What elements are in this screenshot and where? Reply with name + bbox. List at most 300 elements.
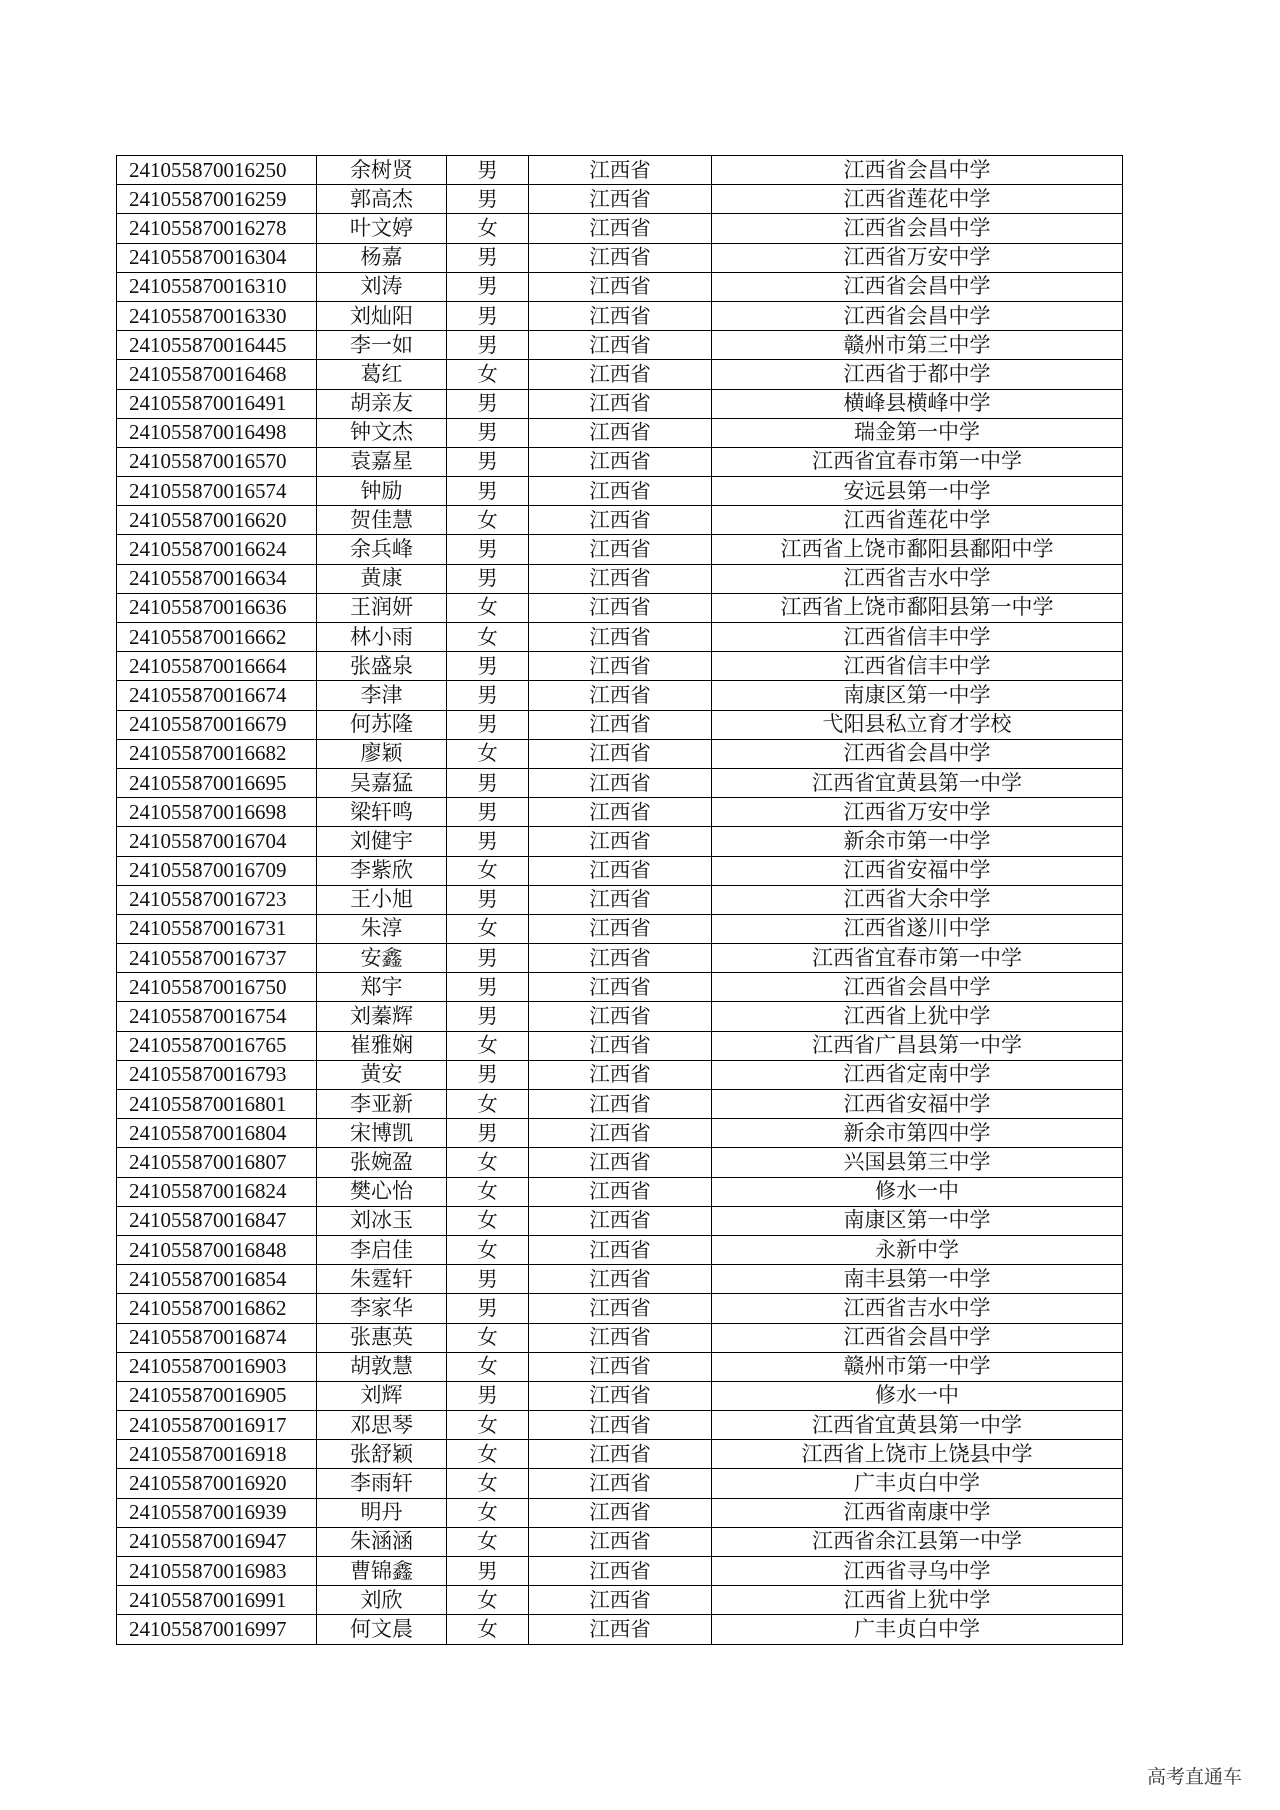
table-row xyxy=(117,1527,1123,1556)
gender-cell: 男 xyxy=(447,798,529,827)
school-cell: 江西省会昌中学 xyxy=(712,156,1123,185)
school-cell: 南丰县第一中学 xyxy=(712,1265,1123,1294)
student-name-cell: 胡亲友 xyxy=(317,389,447,418)
table-row xyxy=(117,944,1123,973)
exam-number-cell: 241055870016664 xyxy=(117,652,317,681)
gender-cell: 男 xyxy=(447,1557,529,1586)
exam-number-cell: 241055870016674 xyxy=(117,681,317,710)
province-cell: 江西省 xyxy=(529,1498,712,1527)
table-row xyxy=(117,1294,1123,1323)
student-name-cell: 郑宇 xyxy=(317,973,447,1002)
table-row xyxy=(117,447,1123,476)
province-cell: 江西省 xyxy=(529,1235,712,1264)
province-cell: 江西省 xyxy=(529,1440,712,1469)
exam-number-cell: 241055870016468 xyxy=(117,360,317,389)
student-name-cell: 叶文婷 xyxy=(317,214,447,243)
gender-cell: 男 xyxy=(447,331,529,360)
table-row xyxy=(117,185,1123,214)
province-cell: 江西省 xyxy=(529,593,712,622)
gender-cell: 男 xyxy=(447,1060,529,1089)
exam-number-cell: 241055870016679 xyxy=(117,710,317,739)
gender-cell: 女 xyxy=(447,593,529,622)
school-cell: 赣州市第一中学 xyxy=(712,1352,1123,1381)
exam-number-cell: 241055870016917 xyxy=(117,1411,317,1440)
gender-cell: 男 xyxy=(447,185,529,214)
table-row xyxy=(117,1381,1123,1410)
school-cell: 永新中学 xyxy=(712,1235,1123,1264)
gender-cell: 女 xyxy=(447,1031,529,1060)
province-cell: 江西省 xyxy=(529,447,712,476)
gender-cell: 男 xyxy=(447,1294,529,1323)
table-row xyxy=(117,914,1123,943)
province-cell: 江西省 xyxy=(529,564,712,593)
table-row xyxy=(117,243,1123,272)
student-name-cell: 李紫欣 xyxy=(317,856,447,885)
table-row xyxy=(117,1586,1123,1615)
province-cell: 江西省 xyxy=(529,681,712,710)
exam-number-cell: 241055870016330 xyxy=(117,301,317,330)
student-name-cell: 葛红 xyxy=(317,360,447,389)
student-name-cell: 张盛泉 xyxy=(317,652,447,681)
school-cell: 广丰贞白中学 xyxy=(712,1469,1123,1498)
table-body xyxy=(117,156,1123,1645)
table-row xyxy=(117,768,1123,797)
school-cell: 江西省万安中学 xyxy=(712,243,1123,272)
school-cell: 南康区第一中学 xyxy=(712,681,1123,710)
table-row xyxy=(117,1148,1123,1177)
school-cell: 南康区第一中学 xyxy=(712,1206,1123,1235)
student-name-cell: 刘辉 xyxy=(317,1381,447,1410)
school-cell: 江西省莲花中学 xyxy=(712,506,1123,535)
province-cell: 江西省 xyxy=(529,1119,712,1148)
school-cell: 江西省宜黄县第一中学 xyxy=(712,1411,1123,1440)
table-row xyxy=(117,1440,1123,1469)
exam-number-cell: 241055870016983 xyxy=(117,1557,317,1586)
gender-cell: 女 xyxy=(447,1411,529,1440)
table-row xyxy=(117,1265,1123,1294)
province-cell: 江西省 xyxy=(529,1615,712,1644)
exam-number-cell: 241055870016765 xyxy=(117,1031,317,1060)
gender-cell: 男 xyxy=(447,1265,529,1294)
gender-cell: 女 xyxy=(447,1586,529,1615)
province-cell: 江西省 xyxy=(529,652,712,681)
exam-number-cell: 241055870016624 xyxy=(117,535,317,564)
student-name-cell: 黄安 xyxy=(317,1060,447,1089)
school-cell: 江西省莲花中学 xyxy=(712,185,1123,214)
student-name-cell: 曹锦鑫 xyxy=(317,1557,447,1586)
province-cell: 江西省 xyxy=(529,1586,712,1615)
table-row xyxy=(117,798,1123,827)
gender-cell: 女 xyxy=(447,1498,529,1527)
student-name-cell: 袁嘉星 xyxy=(317,447,447,476)
school-cell: 江西省于都中学 xyxy=(712,360,1123,389)
school-cell: 新余市第四中学 xyxy=(712,1119,1123,1148)
student-name-cell: 何文晨 xyxy=(317,1615,447,1644)
exam-number-cell: 241055870016854 xyxy=(117,1265,317,1294)
province-cell: 江西省 xyxy=(529,477,712,506)
province-cell: 江西省 xyxy=(529,389,712,418)
table-row xyxy=(117,360,1123,389)
table-row xyxy=(117,1469,1123,1498)
student-name-cell: 钟文杰 xyxy=(317,418,447,447)
exam-number-cell: 241055870016634 xyxy=(117,564,317,593)
student-name-cell: 杨嘉 xyxy=(317,243,447,272)
table-row xyxy=(117,1615,1123,1644)
exam-number-cell: 241055870016920 xyxy=(117,1469,317,1498)
province-cell: 江西省 xyxy=(529,360,712,389)
exam-number-cell: 241055870016498 xyxy=(117,418,317,447)
province-cell: 江西省 xyxy=(529,944,712,973)
exam-number-cell: 241055870016905 xyxy=(117,1381,317,1410)
province-cell: 江西省 xyxy=(529,827,712,856)
student-name-cell: 朱淳 xyxy=(317,914,447,943)
exam-number-cell: 241055870016445 xyxy=(117,331,317,360)
school-cell: 江西省信丰中学 xyxy=(712,652,1123,681)
school-cell: 江西省宜春市第一中学 xyxy=(712,447,1123,476)
school-cell: 江西省安福中学 xyxy=(712,856,1123,885)
gender-cell: 女 xyxy=(447,1148,529,1177)
gender-cell: 男 xyxy=(447,243,529,272)
gender-cell: 女 xyxy=(447,1615,529,1644)
school-cell: 江西省上犹中学 xyxy=(712,1002,1123,1031)
exam-number-cell: 241055870016570 xyxy=(117,447,317,476)
province-cell: 江西省 xyxy=(529,185,712,214)
gender-cell: 男 xyxy=(447,535,529,564)
exam-number-cell: 241055870016848 xyxy=(117,1235,317,1264)
student-name-cell: 宋博凯 xyxy=(317,1119,447,1148)
gender-cell: 男 xyxy=(447,477,529,506)
student-name-cell: 余兵峰 xyxy=(317,535,447,564)
gender-cell: 男 xyxy=(447,768,529,797)
gender-cell: 男 xyxy=(447,681,529,710)
exam-number-cell: 241055870016862 xyxy=(117,1294,317,1323)
exam-number-cell: 241055870016304 xyxy=(117,243,317,272)
school-cell: 江西省会昌中学 xyxy=(712,739,1123,768)
exam-number-cell: 241055870016709 xyxy=(117,856,317,885)
school-cell: 江西省大余中学 xyxy=(712,885,1123,914)
province-cell: 江西省 xyxy=(529,301,712,330)
exam-number-cell: 241055870016620 xyxy=(117,506,317,535)
gender-cell: 女 xyxy=(447,739,529,768)
school-cell: 赣州市第三中学 xyxy=(712,331,1123,360)
school-cell: 新余市第一中学 xyxy=(712,827,1123,856)
table-row xyxy=(117,973,1123,1002)
gender-cell: 男 xyxy=(447,1002,529,1031)
table-row xyxy=(117,1002,1123,1031)
school-cell: 江西省会昌中学 xyxy=(712,301,1123,330)
table-row xyxy=(117,739,1123,768)
gender-cell: 男 xyxy=(447,447,529,476)
gender-cell: 女 xyxy=(447,1440,529,1469)
school-cell: 兴国县第三中学 xyxy=(712,1148,1123,1177)
exam-number-cell: 241055870016793 xyxy=(117,1060,317,1089)
student-name-cell: 何苏隆 xyxy=(317,710,447,739)
exam-number-cell: 241055870016947 xyxy=(117,1527,317,1556)
province-cell: 江西省 xyxy=(529,914,712,943)
student-name-cell: 廖颖 xyxy=(317,739,447,768)
table-row xyxy=(117,710,1123,739)
student-name-cell: 黄康 xyxy=(317,564,447,593)
student-name-cell: 郭高杰 xyxy=(317,185,447,214)
student-name-cell: 李亚新 xyxy=(317,1090,447,1119)
gender-cell: 女 xyxy=(447,1323,529,1352)
school-cell: 江西省上犹中学 xyxy=(712,1586,1123,1615)
table-row xyxy=(117,1031,1123,1060)
table-row xyxy=(117,1498,1123,1527)
province-cell: 江西省 xyxy=(529,156,712,185)
gender-cell: 男 xyxy=(447,710,529,739)
gender-cell: 男 xyxy=(447,973,529,1002)
school-cell: 广丰贞白中学 xyxy=(712,1615,1123,1644)
exam-number-cell: 241055870016750 xyxy=(117,973,317,1002)
exam-number-cell: 241055870016704 xyxy=(117,827,317,856)
province-cell: 江西省 xyxy=(529,1002,712,1031)
student-name-cell: 张惠英 xyxy=(317,1323,447,1352)
table-row xyxy=(117,156,1123,185)
gender-cell: 男 xyxy=(447,418,529,447)
province-cell: 江西省 xyxy=(529,1265,712,1294)
gender-cell: 女 xyxy=(447,1090,529,1119)
student-name-cell: 刘灿阳 xyxy=(317,301,447,330)
exam-number-cell: 241055870016723 xyxy=(117,885,317,914)
school-cell: 江西省上饶市鄱阳县第一中学 xyxy=(712,593,1123,622)
table-row xyxy=(117,564,1123,593)
province-cell: 江西省 xyxy=(529,331,712,360)
student-name-cell: 李一如 xyxy=(317,331,447,360)
table-row xyxy=(117,1090,1123,1119)
table-row xyxy=(117,535,1123,564)
student-name-cell: 王小旭 xyxy=(317,885,447,914)
gender-cell: 男 xyxy=(447,1381,529,1410)
exam-number-cell: 241055870016804 xyxy=(117,1119,317,1148)
province-cell: 江西省 xyxy=(529,1557,712,1586)
table-row xyxy=(117,885,1123,914)
school-cell: 江西省宜春市第一中学 xyxy=(712,944,1123,973)
gender-cell: 男 xyxy=(447,827,529,856)
school-cell: 江西省宜黄县第一中学 xyxy=(712,768,1123,797)
student-name-cell: 朱涵涵 xyxy=(317,1527,447,1556)
exam-number-cell: 241055870016997 xyxy=(117,1615,317,1644)
school-cell: 瑞金第一中学 xyxy=(712,418,1123,447)
school-cell: 江西省会昌中学 xyxy=(712,272,1123,301)
gender-cell: 女 xyxy=(447,1235,529,1264)
exam-number-cell: 241055870016801 xyxy=(117,1090,317,1119)
province-cell: 江西省 xyxy=(529,1381,712,1410)
province-cell: 江西省 xyxy=(529,1206,712,1235)
table-row xyxy=(117,214,1123,243)
exam-number-cell: 241055870016939 xyxy=(117,1498,317,1527)
province-cell: 江西省 xyxy=(529,214,712,243)
province-cell: 江西省 xyxy=(529,623,712,652)
exam-number-cell: 241055870016636 xyxy=(117,593,317,622)
province-cell: 江西省 xyxy=(529,1352,712,1381)
exam-number-cell: 241055870016807 xyxy=(117,1148,317,1177)
school-cell: 江西省上饶市鄱阳县鄱阳中学 xyxy=(712,535,1123,564)
student-name-cell: 安鑫 xyxy=(317,944,447,973)
exam-number-cell: 241055870016903 xyxy=(117,1352,317,1381)
table-row xyxy=(117,331,1123,360)
student-name-cell: 樊心怡 xyxy=(317,1177,447,1206)
province-cell: 江西省 xyxy=(529,535,712,564)
province-cell: 江西省 xyxy=(529,768,712,797)
province-cell: 江西省 xyxy=(529,1323,712,1352)
student-name-cell: 刘欣 xyxy=(317,1586,447,1615)
exam-number-cell: 241055870016824 xyxy=(117,1177,317,1206)
gender-cell: 女 xyxy=(447,1177,529,1206)
exam-number-cell: 241055870016731 xyxy=(117,914,317,943)
exam-number-cell: 241055870016662 xyxy=(117,623,317,652)
school-cell: 江西省万安中学 xyxy=(712,798,1123,827)
exam-number-cell: 241055870016754 xyxy=(117,1002,317,1031)
province-cell: 江西省 xyxy=(529,885,712,914)
table-row xyxy=(117,1352,1123,1381)
watermark-label: 高考直通车 xyxy=(1146,1766,1242,1788)
school-cell: 江西省吉水中学 xyxy=(712,564,1123,593)
table-row xyxy=(117,1323,1123,1352)
student-name-cell: 张婉盈 xyxy=(317,1148,447,1177)
province-cell: 江西省 xyxy=(529,1060,712,1089)
gender-cell: 男 xyxy=(447,885,529,914)
table-row xyxy=(117,506,1123,535)
table-row xyxy=(117,477,1123,506)
gender-cell: 男 xyxy=(447,1119,529,1148)
gender-cell: 男 xyxy=(447,156,529,185)
table-row xyxy=(117,418,1123,447)
school-cell: 江西省信丰中学 xyxy=(712,623,1123,652)
gender-cell: 女 xyxy=(447,914,529,943)
school-cell: 江西省会昌中学 xyxy=(712,1323,1123,1352)
school-cell: 江西省上饶市上饶县中学 xyxy=(712,1440,1123,1469)
gender-cell: 男 xyxy=(447,564,529,593)
student-name-cell: 梁轩鸣 xyxy=(317,798,447,827)
student-name-cell: 朱霆轩 xyxy=(317,1265,447,1294)
province-cell: 江西省 xyxy=(529,798,712,827)
student-name-cell: 李启佳 xyxy=(317,1235,447,1264)
school-cell: 江西省遂川中学 xyxy=(712,914,1123,943)
student-name-cell: 邓思琴 xyxy=(317,1411,447,1440)
school-cell: 江西省广昌县第一中学 xyxy=(712,1031,1123,1060)
gender-cell: 女 xyxy=(447,360,529,389)
student-name-cell: 吴嘉猛 xyxy=(317,768,447,797)
school-cell: 弋阳县私立育才学校 xyxy=(712,710,1123,739)
exam-number-cell: 241055870016682 xyxy=(117,739,317,768)
province-cell: 江西省 xyxy=(529,1148,712,1177)
gender-cell: 男 xyxy=(447,944,529,973)
province-cell: 江西省 xyxy=(529,1411,712,1440)
school-cell: 江西省余江县第一中学 xyxy=(712,1527,1123,1556)
exam-number-cell: 241055870016250 xyxy=(117,156,317,185)
student-name-cell: 李家华 xyxy=(317,1294,447,1323)
gender-cell: 女 xyxy=(447,506,529,535)
table-row xyxy=(117,301,1123,330)
province-cell: 江西省 xyxy=(529,1527,712,1556)
table-row xyxy=(117,389,1123,418)
table-row xyxy=(117,623,1123,652)
gender-cell: 男 xyxy=(447,301,529,330)
province-cell: 江西省 xyxy=(529,1090,712,1119)
gender-cell: 男 xyxy=(447,389,529,418)
student-name-cell: 林小雨 xyxy=(317,623,447,652)
student-name-cell: 李津 xyxy=(317,681,447,710)
exam-number-cell: 241055870016310 xyxy=(117,272,317,301)
student-list-table xyxy=(116,155,1123,1645)
school-cell: 横峰县横峰中学 xyxy=(712,389,1123,418)
province-cell: 江西省 xyxy=(529,1294,712,1323)
province-cell: 江西省 xyxy=(529,1031,712,1060)
student-name-cell: 刘健宇 xyxy=(317,827,447,856)
exam-number-cell: 241055870016737 xyxy=(117,944,317,973)
student-name-cell: 余树贤 xyxy=(317,156,447,185)
student-name-cell: 胡敦慧 xyxy=(317,1352,447,1381)
province-cell: 江西省 xyxy=(529,1469,712,1498)
exam-number-cell: 241055870016991 xyxy=(117,1586,317,1615)
school-cell: 江西省会昌中学 xyxy=(712,214,1123,243)
gender-cell: 女 xyxy=(447,1206,529,1235)
exam-number-cell: 241055870016491 xyxy=(117,389,317,418)
exam-number-cell: 241055870016847 xyxy=(117,1206,317,1235)
table-row xyxy=(117,1177,1123,1206)
gender-cell: 女 xyxy=(447,1469,529,1498)
exam-number-cell: 241055870016259 xyxy=(117,185,317,214)
school-cell: 安远县第一中学 xyxy=(712,477,1123,506)
student-name-cell: 崔雅娴 xyxy=(317,1031,447,1060)
exam-number-cell: 241055870016574 xyxy=(117,477,317,506)
province-cell: 江西省 xyxy=(529,506,712,535)
student-name-cell: 刘冰玉 xyxy=(317,1206,447,1235)
table-row xyxy=(117,1235,1123,1264)
table-row xyxy=(117,652,1123,681)
table-row xyxy=(117,272,1123,301)
exam-number-cell: 241055870016278 xyxy=(117,214,317,243)
province-cell: 江西省 xyxy=(529,739,712,768)
school-cell: 江西省南康中学 xyxy=(712,1498,1123,1527)
exam-number-cell: 241055870016918 xyxy=(117,1440,317,1469)
table-row xyxy=(117,593,1123,622)
student-name-cell: 贺佳慧 xyxy=(317,506,447,535)
exam-number-cell: 241055870016874 xyxy=(117,1323,317,1352)
table-row xyxy=(117,1119,1123,1148)
province-cell: 江西省 xyxy=(529,710,712,739)
exam-number-cell: 241055870016698 xyxy=(117,798,317,827)
gender-cell: 女 xyxy=(447,214,529,243)
gender-cell: 女 xyxy=(447,856,529,885)
student-name-cell: 明丹 xyxy=(317,1498,447,1527)
exam-number-cell: 241055870016695 xyxy=(117,768,317,797)
province-cell: 江西省 xyxy=(529,973,712,1002)
table-row xyxy=(117,1411,1123,1440)
gender-cell: 女 xyxy=(447,1352,529,1381)
school-cell: 修水一中 xyxy=(712,1381,1123,1410)
school-cell: 江西省寻乌中学 xyxy=(712,1557,1123,1586)
table-row xyxy=(117,681,1123,710)
province-cell: 江西省 xyxy=(529,272,712,301)
school-cell: 江西省会昌中学 xyxy=(712,973,1123,1002)
student-name-cell: 张舒颖 xyxy=(317,1440,447,1469)
gender-cell: 女 xyxy=(447,623,529,652)
table-row xyxy=(117,1557,1123,1586)
province-cell: 江西省 xyxy=(529,418,712,447)
gender-cell: 男 xyxy=(447,652,529,681)
school-cell: 江西省安福中学 xyxy=(712,1090,1123,1119)
school-cell: 江西省吉水中学 xyxy=(712,1294,1123,1323)
school-cell: 江西省定南中学 xyxy=(712,1060,1123,1089)
school-cell: 修水一中 xyxy=(712,1177,1123,1206)
table-row xyxy=(117,827,1123,856)
table-row xyxy=(117,1206,1123,1235)
table-row xyxy=(117,856,1123,885)
student-name-cell: 李雨轩 xyxy=(317,1469,447,1498)
student-name-cell: 刘涛 xyxy=(317,272,447,301)
